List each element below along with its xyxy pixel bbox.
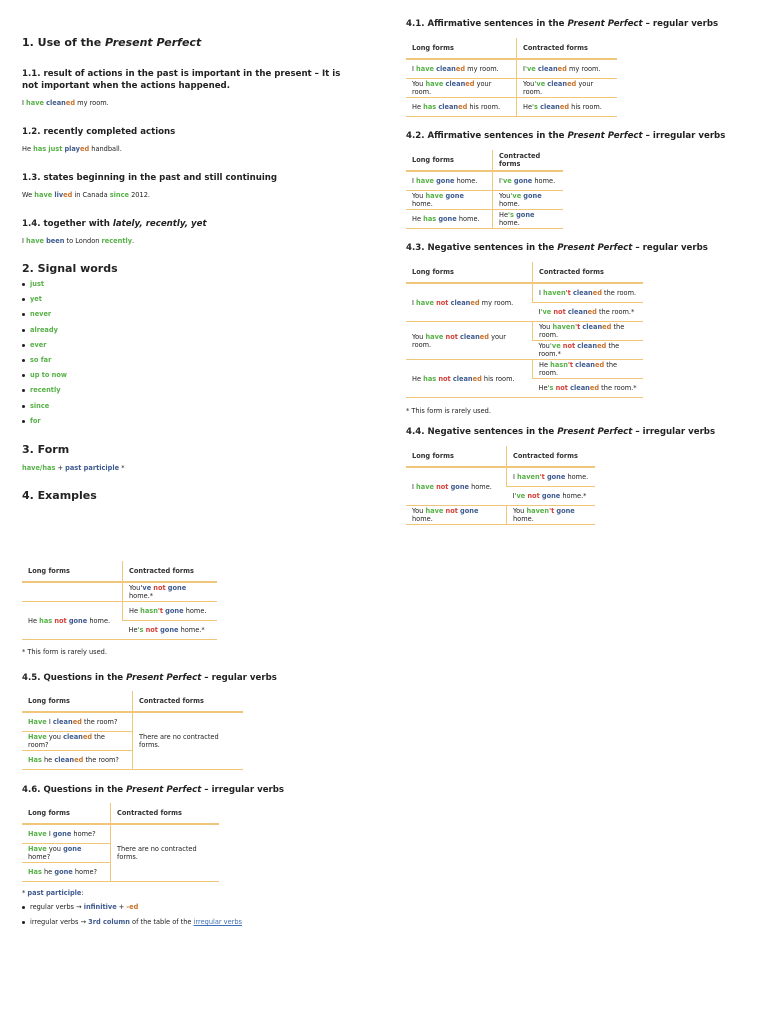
table-row: Has he gone home? (22, 863, 219, 882)
column-header: Contracted forms (133, 691, 244, 712)
form-line: have/has + past participle * (22, 464, 125, 473)
column-header: Contracted forms (517, 38, 618, 59)
section-1-heading: 1. Use of the Present Perfect (22, 36, 202, 49)
signal-word: up to now (22, 368, 362, 383)
footnote: * This form is rarely used. (406, 407, 491, 415)
footer-list (22, 900, 284, 930)
column-header: Contracted forms (507, 446, 596, 467)
section-4-3-heading: 4.3. Negative sentences in the Present Perfect – regular verbs (406, 243, 708, 253)
signal-word: yet (22, 292, 362, 307)
table-row: He has not cleaned his room. He hasn't cleaned the room. (406, 360, 643, 379)
table-row: Have you cleaned the room? (22, 732, 243, 751)
section-4-5-heading: 4.5. Questions in the Present Perfect – regular verbs (22, 673, 277, 683)
table-row: He's not cleaned the room.* (406, 379, 643, 398)
column-header: Contracted forms (533, 262, 644, 283)
table-row: You have not gone home. You haven't gone home. (406, 506, 595, 525)
table-row: Has he cleaned the room? (22, 751, 243, 770)
column-header: Long forms (406, 38, 517, 59)
irregular-verbs-link[interactable]: irregular verbs (193, 918, 242, 927)
table-row: You've not cleaned the room.* (406, 341, 643, 360)
section-4-heading: 4. Examples (22, 489, 97, 503)
signal-word: never (22, 307, 362, 322)
column-header: Long forms (22, 691, 133, 712)
footnote: * This form is rarely used. (22, 648, 107, 656)
signal-word: since (22, 399, 362, 414)
table-row: He has not gone home. He hasn't gone home. (22, 602, 217, 621)
table-4-4 (406, 446, 595, 525)
example-1-3: We have lived in Canada since 2012. (22, 191, 150, 199)
column-header: Long forms (22, 803, 111, 824)
footer-past-participle: * past participle: (22, 889, 84, 897)
signal-words-list (22, 277, 362, 429)
table-row: I've not cleaned the room.* (406, 303, 643, 322)
table-row: Have I gone home? There are no contracted forms. (22, 824, 219, 844)
section-1-2-heading: 1.2. recently completed actions (22, 127, 176, 137)
table-row: He has cleaned his room. He's cleaned his room. (406, 98, 617, 117)
section-4-4-heading: 4.4. Negative sentences in the Present Perfect – irregular verbs (406, 427, 716, 437)
table-row: I have not gone home. I haven't gone home. (406, 467, 595, 487)
section-4-2-heading: 4.2. Affirmative sentences in the Present Perfect – irregular verbs (406, 131, 726, 141)
table-4-2-continued (22, 561, 217, 640)
table-row: You have not cleaned your room. You haven't cleaned the room. (406, 322, 643, 341)
column-header: Contracted forms (111, 803, 220, 824)
column-header: Contracted forms (493, 150, 564, 171)
section-1-4-heading: 1.4. together with lately, recently, yet (22, 219, 207, 229)
table-row: You have gone home. You've gone home. (406, 191, 563, 210)
column-header: Long forms (406, 446, 507, 467)
signal-word: so far (22, 353, 362, 368)
section-1-1-heading: 1.1. result of actions in the past is important in the present – It is not important when the actions happened. (22, 69, 341, 91)
table-4-5 (22, 691, 243, 770)
section-4-1-heading: 4.1. Affirmative sentences in the Present Perfect – regular verbs (406, 19, 719, 29)
example-1-1: I have cleaned my room. (22, 99, 109, 107)
column-header: Long forms (22, 561, 123, 582)
table-4-1 (406, 38, 617, 117)
column-header: Long forms (406, 262, 533, 283)
section-2-heading: 2. Signal words (22, 262, 118, 275)
table-row: I have cleaned my room. I've cleaned my room. (406, 59, 617, 79)
section-1-3-heading: 1.3. states beginning in the past and still continuing (22, 173, 278, 183)
table-row: I've not gone home.* (406, 487, 595, 506)
column-header: Long forms (406, 150, 493, 171)
table-row: I have gone home. I've gone home. (406, 171, 563, 191)
example-1-4: I have been to London recently. (22, 237, 135, 245)
example-1-2: He has just played handball. (22, 145, 122, 153)
footer-regular: regular verbs → infinitive + -ed (22, 900, 284, 915)
table-row: Have you gone home? (22, 844, 219, 863)
table-row: Have I cleaned the room? There are no contracted forms. (22, 712, 243, 732)
section-3-heading: 3. Form (22, 443, 70, 457)
table-row: He's not gone home.* (22, 621, 217, 640)
table-row: You've not gone home.* (22, 582, 217, 602)
column-header: Contracted forms (123, 561, 218, 582)
signal-word: already (22, 323, 362, 338)
signal-word: for (22, 414, 362, 429)
table-row: He has gone home. He's gone home. (406, 210, 563, 229)
signal-word: recently (22, 383, 362, 398)
table-row: You have cleaned your room. You've cleaned your room. (406, 79, 617, 98)
signal-word: just (22, 277, 362, 292)
table-4-6 (22, 803, 219, 882)
signal-word: ever (22, 338, 362, 353)
table-4-2 (406, 150, 563, 229)
table-4-3 (406, 262, 643, 398)
table-row: I have not cleaned my room. I haven't cleaned the room. (406, 283, 643, 303)
footer-irregular: irregular verbs → 3rd column of the table of the irregular verbs (22, 915, 284, 930)
section-4-6-heading: 4.6. Questions in the Present Perfect – irregular verbs (22, 785, 285, 795)
